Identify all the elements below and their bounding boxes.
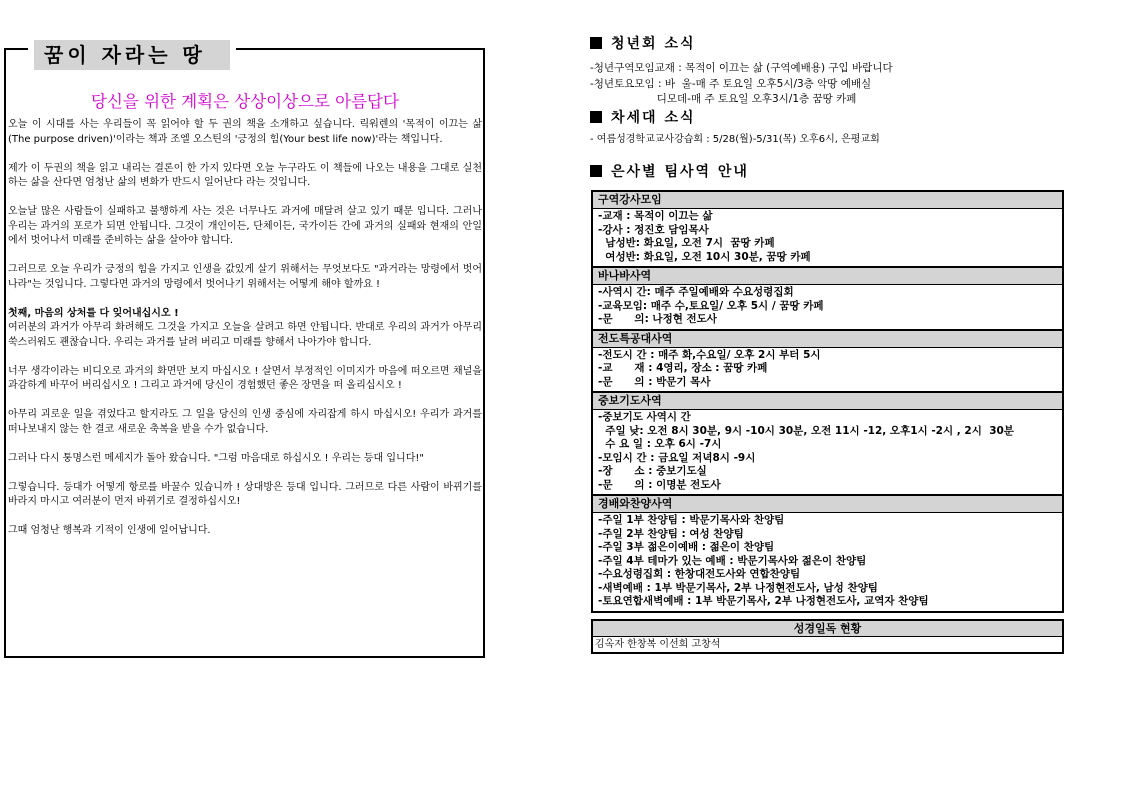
next-gen-line: - 여름성경학교교사강습회 : 5/28(월)-5/31(목) 오후6시, 은평교회 (590, 134, 880, 145)
article-title: 꿈이 자라는 땅 (34, 40, 230, 70)
youth-news-line: 디모데-매 주 토요일 오후3시/1층 꿈땅 카페 (590, 93, 857, 105)
team-group-name: 중보기도사역 (593, 393, 1062, 410)
team-line: -문 의 : 이명분 전도사 (598, 478, 721, 491)
team-line: -모임시 간 : 금요일 저녁8시 -9시 (598, 451, 756, 464)
article-paragraph: 제가 이 두권의 책을 읽고 내리는 결론이 한 가지 있다면 오늘 누구라도 이 책들에 나오는 내용을 그대로 실천하는 삶을 산다면 엄청난 삶의 변화가 반드시 일어난다 라는 것입니다. (8, 162, 482, 188)
team-group-name: 구역강사모임 (593, 192, 1062, 209)
article-paragraph: 너무 생각이라는 비디오로 과거의 화면만 보지 마십시오 ! 살면서 부정적인 이미지가 마음에 떠오르면 채널을 과감하게 바꾸어 버리십시오 ! 그리고 과거에 당신이 경험했던 좋은 장면을 떠 올리십시오 ! (8, 365, 482, 391)
team-line: -토요연합새벽예배 : 1부 박문기목사, 2부 나정현전도사, 교역자 찬양팀 (598, 595, 929, 607)
square-bullet-icon (590, 37, 602, 49)
team-line: 수 요 일 : 오후 6시 -7시 (598, 438, 722, 450)
youth-news-line: -청년구역모임교재 : 목적이 이끄는 삶 (구역예배용) 구입 바랍니다 (590, 62, 893, 74)
team-group-name: 바나바사역 (593, 268, 1062, 285)
team-line: -교 재 : 4영리, 장소 : 꿈땅 카페 (598, 362, 768, 374)
article-subheading: 첫째, 마음의 상처를 다 잊어내십시오 ! (8, 307, 179, 319)
teams-title (590, 161, 749, 181)
team-line: -전도시 간 : 매주 화,수요일/ 오후 2시 부터 5시 (598, 348, 821, 361)
article-paragraph: 그러므로 오늘 우리가 긍정의 힘을 가지고 인생을 값있게 살기 위해서는 무엇보다도 "과거라는 망령에서 벗어나라"는 것입니다. 그렇다면 과거의 망령에서 벗어나기 위해서는 어떻게 해야 할까요 ! (8, 264, 482, 290)
team-line: -문 의 : 박문기 목사 (598, 375, 711, 388)
teams-table (591, 190, 1064, 613)
team-line: -주일 4부 테마가 있는 예배 : 박문기목사와 젊은이 찬양팀 (598, 554, 867, 567)
team-group-name: 전도특공대사역 (593, 331, 1062, 348)
team-line: -사역시 간: 매주 주일예배와 수요성령집회 (598, 286, 794, 298)
team-line: -주일 2부 찬양팀 : 여성 찬양팀 (598, 527, 744, 540)
team-line: -주일 3부 젊은이예배 : 젊은이 찬양팀 (598, 541, 775, 553)
article-headline: 당신을 위한 계획은 상상이상으로 아름답다 (91, 92, 399, 111)
next-gen-title (590, 107, 696, 127)
article-paragraph: 아무리 괴로운 일을 겪었다고 할지라도 그 일을 당신의 인생 중심에 자리잡게 하시 마십시오! 우리가 과거를 떠나보내지 않는 한 결코 새로운 축복을 받을 수가 없습니다. (8, 409, 482, 435)
article-title-wrap (28, 40, 236, 70)
article-paragraph: 여러분의 과거가 아무리 화려해도 그것을 가지고 오늘을 살려고 하면 안됩니다. 반대로 우리의 과거가 아무리 쑥스러워도 괜찮습니다. 우리는 과거를 날려 버리고 미래를 향해서 나아가야 합니다. (8, 322, 482, 348)
team-line: 주일 낮: 오전 8시 30분, 9시 -10시 30분, 오전 11시 -12, 오후1시 -2시 , 2시 30분 (598, 424, 1014, 437)
article-body (8, 118, 482, 553)
square-bullet-icon (590, 165, 602, 177)
youth-news-line: -청년토요모임 : 바 울-매 주 토요일 오후5시/3층 악땅 예배실 (590, 78, 872, 90)
team-line: -장 소 : 중보기도실 (598, 465, 707, 477)
article-paragraph: 그때 엄청난 행복과 기적이 인생에 일어납니다. (8, 525, 211, 536)
bible-reading-names: 김옥자 한창복 이선희 고창석 (595, 639, 721, 650)
team-line: -주일 1부 찬양팀 : 박문기목사와 찬양팀 (598, 514, 785, 526)
team-line: 여성반: 화요일, 오전 10시 30분, 꿈땅 카페 (598, 250, 811, 263)
article-paragraph: 오늘날 많은 사람들이 실패하고 불행하게 사는 것은 너무나도 과거에 매달려 살고 있기 때문 입니다. 그러나 우리는 과거의 포로가 되면 안됩니다. 그것이 개인이든, 단체이든, 국가이든 간에 과거의 실패와 현재의 안일에서 벗어나서 미래를 준비하는 삶을 살아야 합니다. (8, 206, 482, 246)
team-line: -새벽예배 : 1부 박문기목사, 2부 나정현전도사, 남성 찬양팀 (598, 581, 878, 594)
bible-reading-title: 성경일독 현황 (593, 621, 1062, 637)
team-group (593, 266, 1062, 329)
team-line: -교육모임: 매주 수,토요일/ 오후 5시 / 꿈땅 카페 (598, 299, 824, 312)
teams-title-text: 은사별 팀사역 안내 (611, 164, 749, 180)
team-group (593, 391, 1062, 494)
team-group (593, 192, 1062, 266)
team-line: -수요성령집회 : 한창대전도사와 연합찬양팀 (598, 568, 801, 580)
article-paragraph: 오늘 이 시대를 사는 우리들이 꼭 읽어야 할 두 권의 책을 소개하고 싶습니다. 릭워렌의 '목적이 이끄는 삶(The purpose driven)'이라는 책과 조엘 오스틴의 '긍정의 힘(Your best life now)'라는 책입니다. (8, 119, 482, 145)
team-line: -중보기도 사역시 간 (598, 411, 691, 423)
team-group (593, 494, 1062, 611)
team-line: -교재 : 목적이 이끄는 삶 (598, 210, 713, 222)
team-line: -강사 : 정진호 담임목사 (598, 223, 709, 236)
youth-news-title-text: 청년회 소식 (611, 36, 696, 52)
bible-reading-box (591, 619, 1064, 654)
square-bullet-icon (590, 111, 602, 123)
team-line: -문 의: 나정현 전도사 (598, 313, 717, 325)
team-line: 남성반: 화요일, 오전 7시 꿈땅 카페 (598, 237, 775, 249)
next-gen-title-text: 차세대 소식 (611, 110, 696, 126)
article-paragraph: 그러나 다시 퉁명스런 메세지가 돌아 왔습니다. "그럼 마음대로 하십시오 ! 우리는 등대 입니다!" (8, 452, 424, 464)
team-group (593, 329, 1062, 392)
team-group-name: 경배와찬양사역 (593, 496, 1062, 513)
article-paragraph: 그렇습니다. 등대가 어떻게 항로를 바꿀수 있습니까 ! 상대방은 등대 입니다. 그러므로 다른 사람이 바뀌기를 바라지 마시고 여러분이 먼저 바뀌기로 결정하십시오! (8, 481, 482, 507)
youth-news-title (590, 33, 696, 53)
